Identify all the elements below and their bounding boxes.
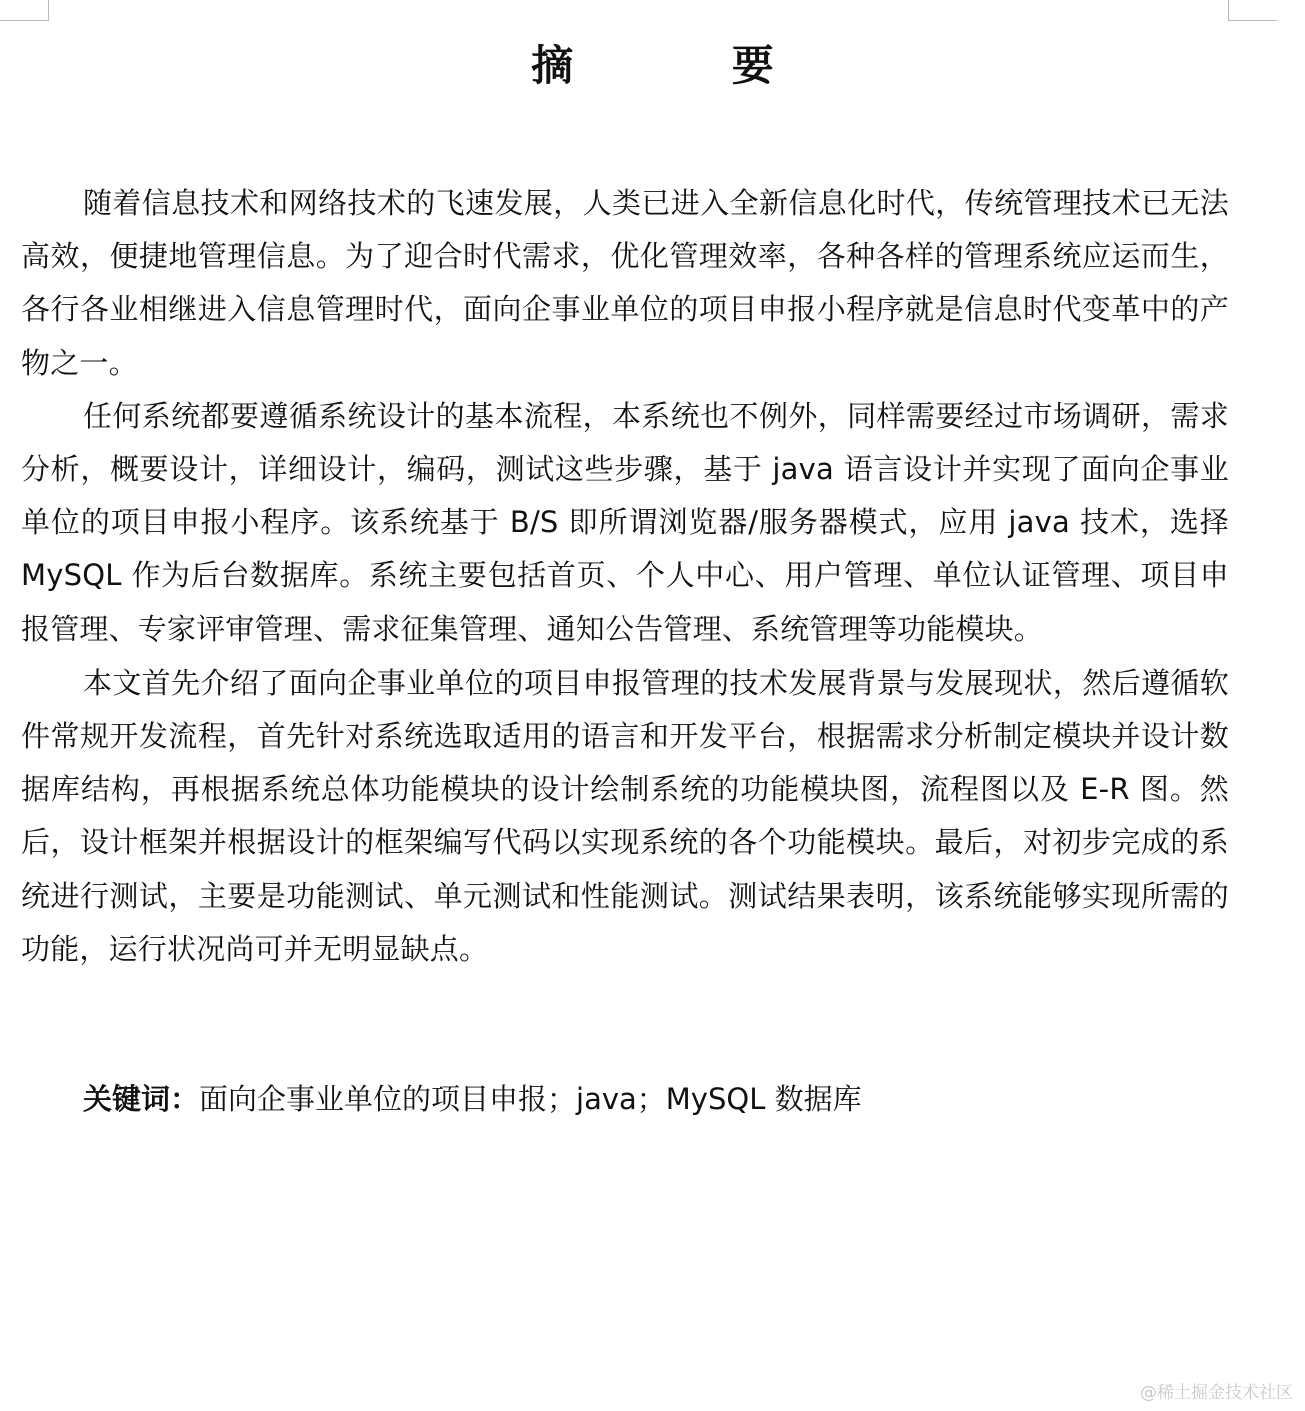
watermark: @稀土掘金技术社区	[1140, 1383, 1293, 1403]
keywords-value: 面向企事业单位的项目申报；java；MySQL 数据库	[199, 1082, 862, 1116]
abstract-title: 摘 要	[531, 41, 846, 90]
page-corner-mark-left	[0, 0, 49, 21]
abstract-paragraph-3: 本文首先介绍了面向企事业单位的项目申报管理的技术发展背景与发展现状，然后遵循软件常规开发流程，首先针对系统选取适用的语言和开发平台，根据需求分析制定模块并设计数据库结构，再根据系统总体功能模块的设计绘制系统的功能模块图，流程图以及 E-R 图。然后，设计框架并根据设计的框架编写代码以实现系统的各个功能模块。最后，对初步完成的系统进行测试，主要是功能测试、单元测试和性能测试。测试结果表明，该系统能够实现所需的功能，运行状况尚可并无明显缺点。	[21, 665, 1229, 966]
abstract-paragraph-2: 任何系统都要遵循系统设计的基本流程，本系统也不例外，同样需要经过市场调研，需求分析，概要设计，详细设计，编码，测试这些步骤，基于 java 语言设计并实现了面向企事业单位的项目申报小程序。该系统基于 B/S 即所谓浏览器/服务器模式，应用 java 技术，选择 MySQL 作为后台数据库。系统主要包括首页、个人中心、用户管理、单位认证管理、项目申报管理、专家评审管理、需求征集管理、通知公告管理、系统管理等功能模块。	[21, 398, 1229, 646]
abstract-paragraph-1: 随着信息技术和网络技术的飞速发展，人类已进入全新信息化时代，传统管理技术已无法高效，便捷地管理信息。为了迎合时代需求，优化管理效率，各种各样的管理系统应运而生，各行各业相继进入信息管理时代，面向企事业单位的项目申报小程序就是信息时代变革中的产物之一。	[21, 186, 1229, 380]
abstract-body	[21, 177, 1229, 976]
keywords-label: 关键词：	[83, 1082, 200, 1116]
page-corner-mark-right	[1228, 0, 1277, 21]
keywords-line	[83, 1073, 862, 1126]
